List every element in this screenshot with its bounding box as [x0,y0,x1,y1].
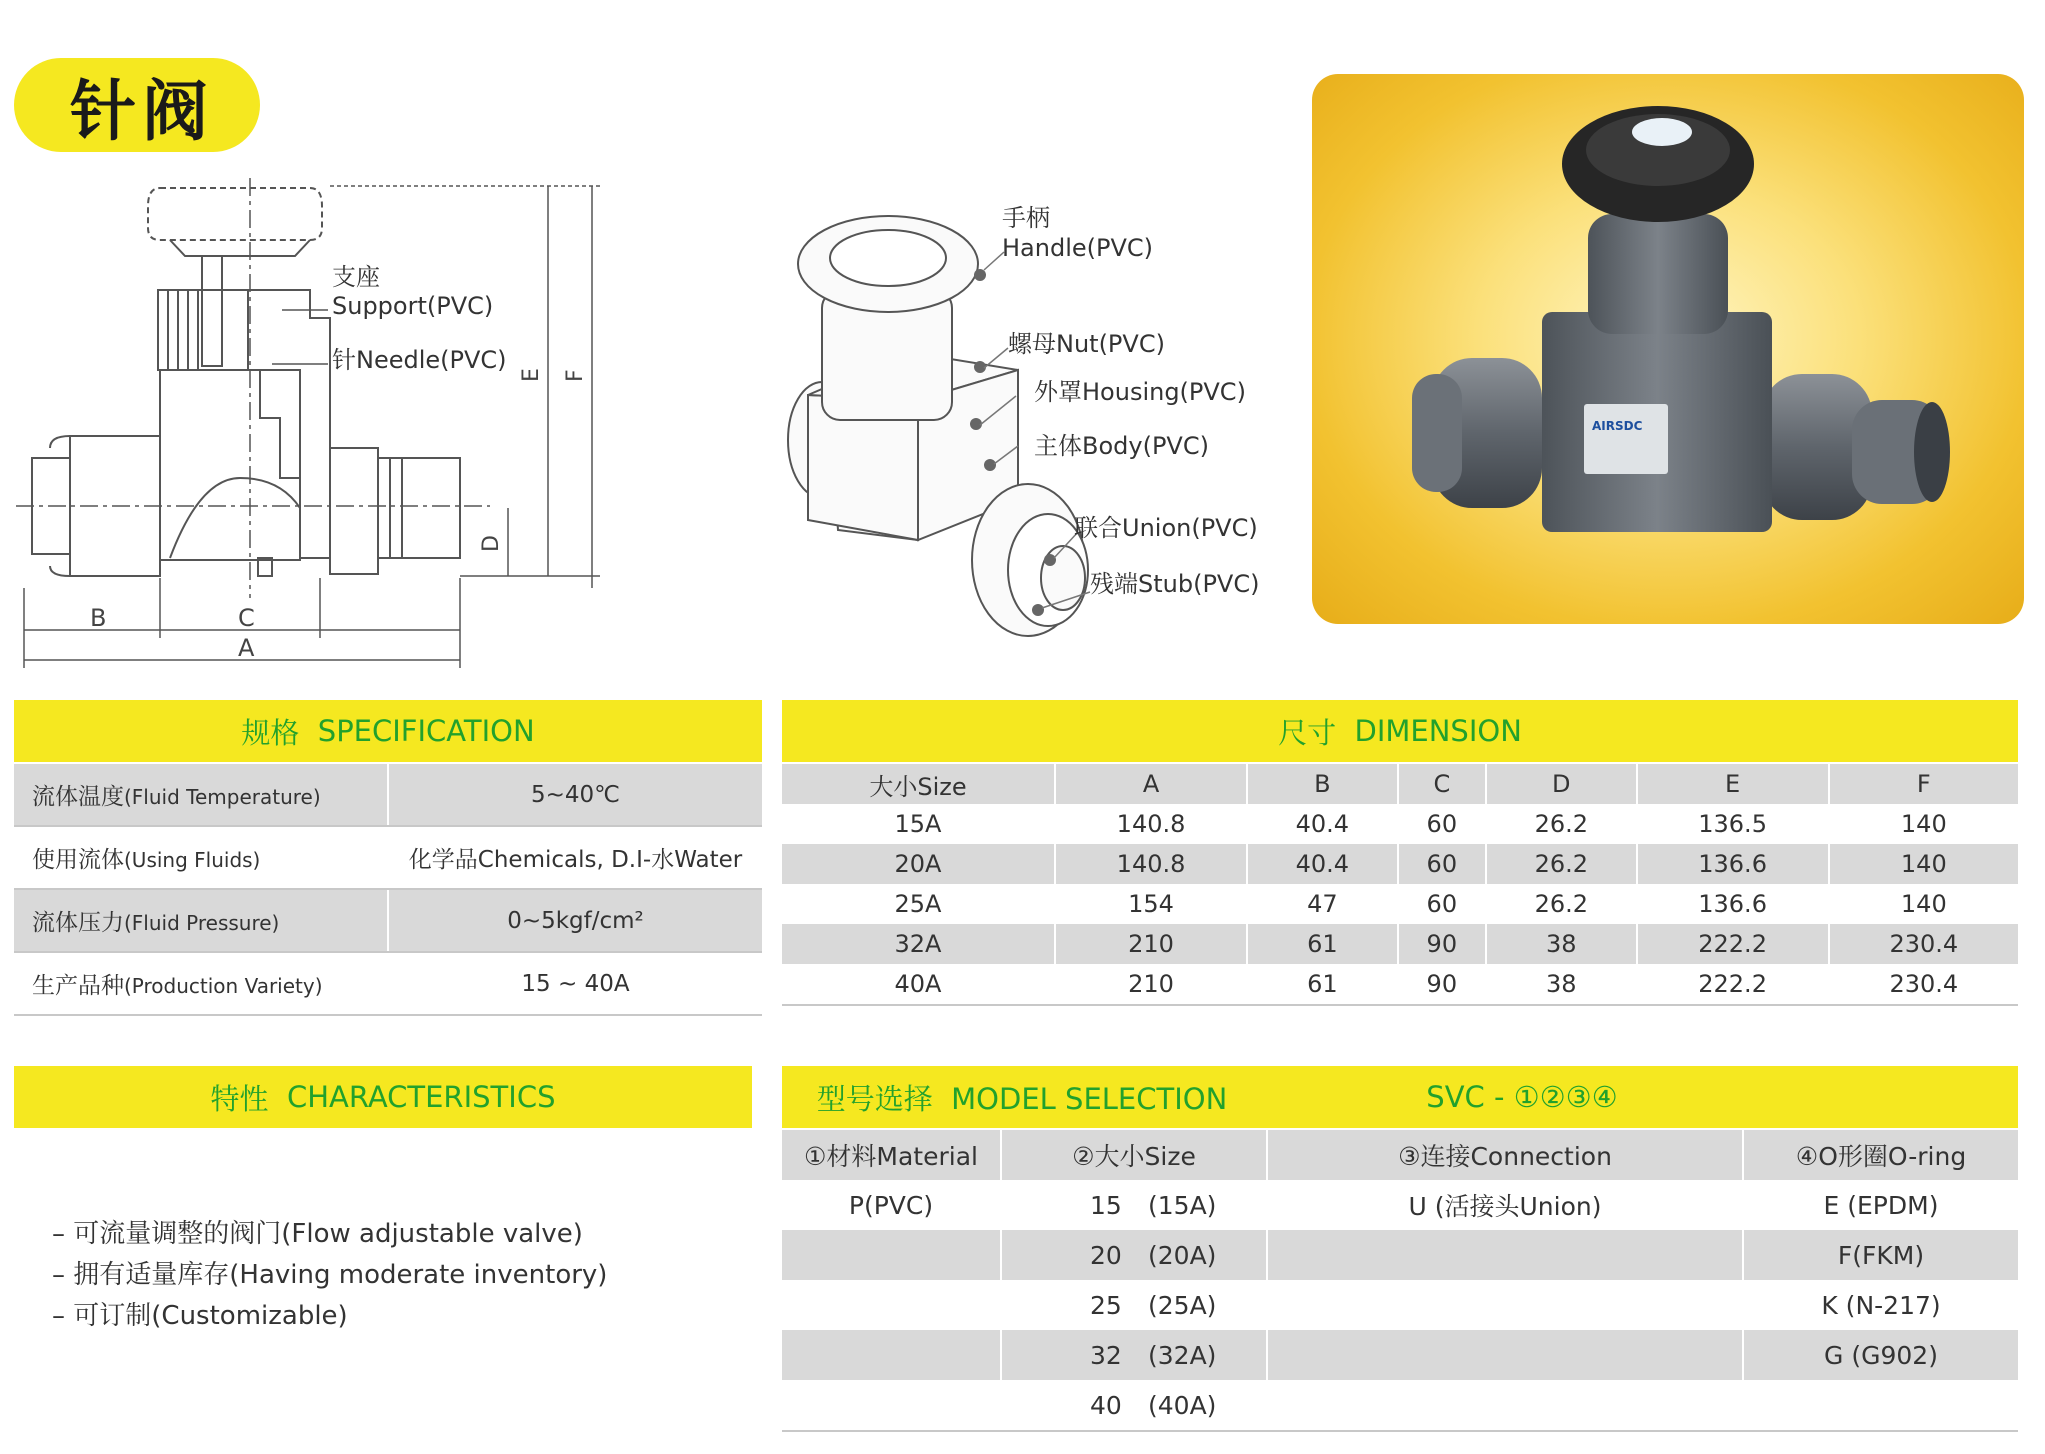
spec-label-cn: 流体压力 [32,910,124,936]
size-name: (32A) [1148,1340,1217,1370]
product-photo [1312,74,2024,624]
spec-value: 0~5kgf/cm² [388,889,762,952]
list-item: – 可订制(Customizable) [52,1296,607,1337]
model-heading [782,1066,2018,1128]
spec-heading-en: SPECIFICATION [317,714,535,748]
spec-heading [14,700,762,762]
model-size [1001,1380,1267,1431]
table-cell: 136.6 [1637,884,1829,924]
dim-f-label: F [563,369,588,382]
list-item: – 可流量调整的阀门(Flow adjustable valve) [52,1214,607,1255]
table-cell: 140.8 [1055,844,1247,884]
table-cell: 26.2 [1486,844,1637,884]
spec-label-cn: 生产品种 [32,973,124,999]
spec-label-en: (Production Variety) [124,974,323,998]
model-heading-en: MODEL SELECTION [951,1081,1228,1116]
model-header-row [782,1130,2018,1180]
dimension-col-header: B [1247,764,1398,804]
dim-e-label: E [519,368,544,382]
table-cell: 140 [1829,804,2018,844]
model-col-header: ④O形圈O-ring [1743,1130,2018,1180]
spec-row [14,952,762,1015]
model-oring: K (N-217) [1743,1280,2018,1330]
model-connection: U (活接头Union) [1267,1180,1743,1230]
table-cell: 61 [1247,924,1398,964]
spec-label-en: (Fluid Pressure) [124,911,280,935]
table-row [782,804,2018,844]
dim-c-label: C [238,604,255,632]
dim-b-label: B [90,604,107,632]
handle-en-label: Handle(PVC) [1002,234,1154,262]
table-cell: 40.4 [1247,844,1398,884]
spec-value: 15 ~ 40A [388,952,762,1015]
spec-label-cn: 流体温度 [32,784,124,810]
dimension-col-header: C [1398,764,1486,804]
size-name: (20A) [1148,1240,1217,1270]
housing-label: 外罩Housing(PVC) [1034,378,1246,406]
model-size [1001,1280,1267,1330]
dimension-col-header: 大小Size [782,764,1055,804]
size-name: (15A) [1148,1190,1217,1220]
nut-label: 螺母Nut(PVC) [1008,330,1165,358]
stub-label: 残端Stub(PVC) [1090,570,1260,598]
spec-row [14,826,762,889]
table-row [782,924,2018,964]
list-item: – 拥有适量库存(Having moderate inventory) [52,1255,607,1296]
table-cell: 90 [1398,964,1486,1005]
handle-cn-label: 手柄 [1002,204,1050,232]
spec-table [14,764,762,1016]
table-row [782,964,2018,1005]
table-row [782,1180,2018,1230]
table-row [782,1280,2018,1330]
table-cell: 61 [1247,964,1398,1005]
model-oring: G (G902) [1743,1330,2018,1380]
dimension-col-header: F [1829,764,2018,804]
size-name: (25A) [1148,1290,1217,1320]
table-cell: 222.2 [1637,964,1829,1005]
brand-label: AIRSDC [1592,419,1643,433]
size-code: 40 [1090,1390,1122,1420]
table-cell: 230.4 [1829,924,2018,964]
model-size [1001,1180,1267,1230]
size-code: 20 [1090,1240,1122,1270]
model-table [782,1130,2018,1432]
needle-label: 针Needle(PVC) [332,346,507,374]
union-label: 联合Union(PVC) [1074,514,1258,542]
size-code: 32 [1090,1340,1122,1370]
spec-row [14,764,762,826]
model-oring: F(FKM) [1743,1230,2018,1280]
dimension-heading-cn: 尺寸 [1278,715,1337,750]
table-cell: 90 [1398,924,1486,964]
model-col-header: ②大小Size [1001,1130,1267,1180]
page-title: 针阀 [14,58,260,152]
spec-label-cn: 使用流体 [32,847,124,873]
table-row [782,1330,2018,1380]
support-en-label: Support(PVC) [332,292,494,320]
dimension-col-header: D [1486,764,1637,804]
table-cell: 140 [1829,884,2018,924]
model-oring [1743,1380,2018,1431]
model-code: SVC - ①②③④ [1426,1080,1618,1114]
table-cell: 40A [782,964,1055,1005]
table-cell: 60 [1398,844,1486,884]
table-cell: 210 [1055,964,1247,1005]
table-cell: 32A [782,924,1055,964]
model-size [1001,1230,1267,1280]
characteristics-list [52,1214,607,1337]
table-cell: 47 [1247,884,1398,924]
dimension-heading-en: DIMENSION [1354,714,1522,748]
cross-section-drawing [10,178,610,678]
dimension-header-row [782,764,2018,804]
model-oring: E (EPDM) [1743,1180,2018,1230]
table-cell: 20A [782,844,1055,884]
table-cell: 154 [1055,884,1247,924]
model-col-header: ①材料Material [782,1130,1001,1180]
table-cell: 15A [894,810,942,838]
spec-label-en: (Using Fluids) [124,848,261,872]
support-cn-label: 支座 [332,263,380,291]
size-code: 15 [1090,1190,1122,1220]
characteristics-heading-en: CHARACTERISTICS [286,1080,556,1114]
characteristics-heading [14,1066,752,1128]
table-cell: 60 [1398,884,1486,924]
table-cell: 136.6 [1637,844,1829,884]
spec-row [14,889,762,952]
table-cell: 26.2 [1486,884,1637,924]
spec-label-en: (Fluid Temperature) [124,785,321,809]
table-row [782,1230,2018,1280]
size-name: (40A) [1148,1390,1217,1420]
table-cell: 140.8 [1055,804,1247,844]
table-cell: 140 [1829,844,2018,884]
table-row [782,844,2018,884]
dimension-col-header: A [1055,764,1247,804]
table-row [782,884,2018,924]
characteristics-heading-cn: 特性 [210,1081,269,1116]
dim-a-label: A [238,634,255,662]
table-cell: 230.4 [1829,964,2018,1005]
dimension-table [782,764,2018,1006]
model-material: P(PVC) [848,1190,934,1220]
table-cell: 38 [1486,964,1637,1005]
body-label: 主体Body(PVC) [1034,432,1209,460]
table-cell: 25A [894,890,942,918]
size-code: 25 [1090,1290,1122,1320]
table-cell: 60 [1398,804,1486,844]
dim-d-label: D [479,535,504,552]
table-cell: 26.2 [1486,804,1637,844]
table-cell: 222.2 [1637,924,1829,964]
spec-value: 5~40℃ [388,764,762,826]
valve-illustration [1312,74,2024,624]
table-cell: 210 [1055,924,1247,964]
model-size [1001,1330,1267,1380]
spec-value: 化学品Chemicals, D.I-水Water [388,826,762,889]
model-heading-cn: 型号选择 [816,1081,933,1116]
dimension-heading [782,700,2018,762]
table-row [782,1380,2018,1431]
exploded-view-drawing [718,200,1298,640]
table-cell: 136.5 [1637,804,1829,844]
model-col-header: ③连接Connection [1267,1130,1743,1180]
table-cell: 40.4 [1247,804,1398,844]
spec-heading-cn: 规格 [241,715,300,750]
table-cell: 38 [1486,924,1637,964]
dimension-col-header: E [1637,764,1829,804]
